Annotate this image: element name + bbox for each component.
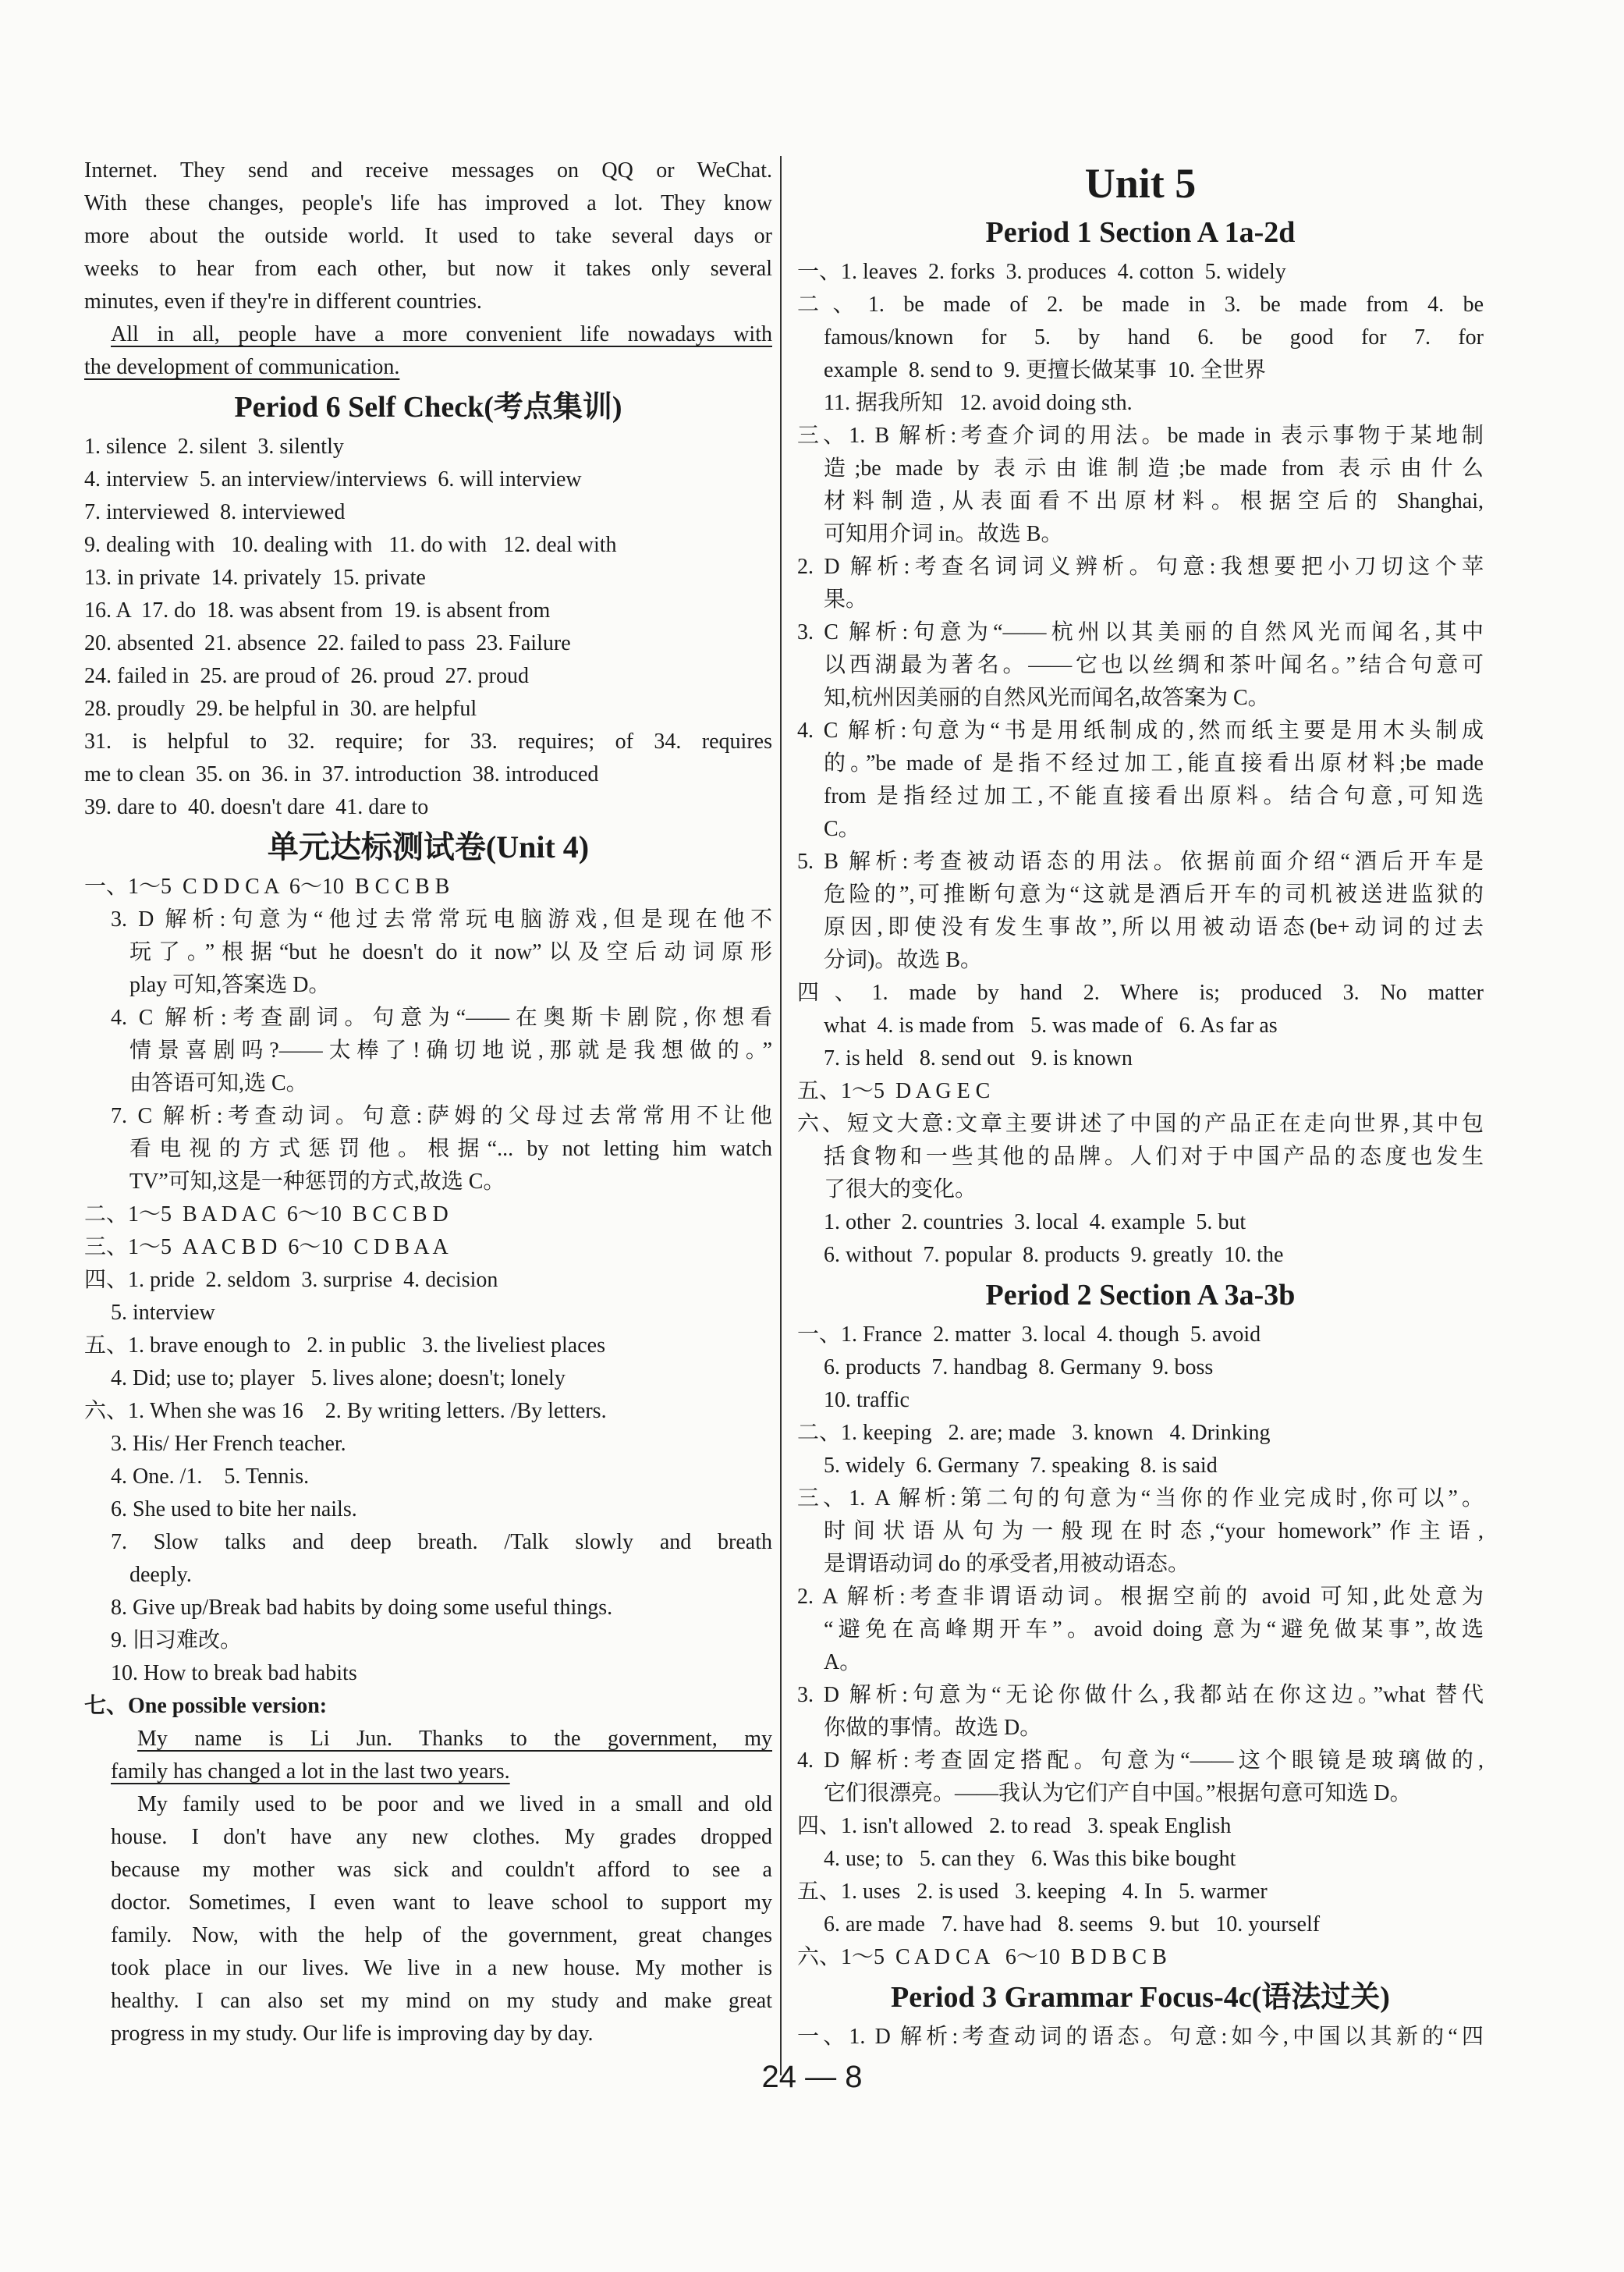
right-column	[797, 154, 1484, 2054]
text-line: 24. failed in 25. are proud of 26. proud 27. proud	[84, 664, 529, 688]
text-line: 1. silence 2. silent 3. silently	[84, 435, 344, 459]
essay-conclusion	[84, 318, 772, 384]
text-line: 3. D 解析:句意为“他过去常常玩电脑游戏,但是现在他不	[111, 907, 772, 932]
text-line: 危险的”,可推断句意为“这就是酒后开车的司机被送进监狱的	[824, 882, 1484, 907]
text-line: 四、1. made by hand 2. Where is; produced 3. No matter	[797, 981, 1484, 1005]
essay-end	[84, 154, 772, 318]
text-line: 了很大的变化。	[824, 1177, 977, 1202]
left-column	[84, 154, 772, 2050]
text-line: deeply.	[129, 1563, 192, 1587]
text-line: what 4. is made from 5. was made of 6. As far as	[824, 1014, 1278, 1038]
text-line: 三、1. B 解析:考查介词的用法。be made in 表示事物于某地制	[797, 424, 1484, 448]
text-line: 3. C 解析:句意为“——杭州以其美丽的自然风光而闻名,其中	[797, 620, 1484, 644]
text-line: 一、1～5 C D D C A 6～10 B C C B B	[84, 875, 450, 899]
text-line: 六、1. When she was 16 2. By writing letters. /By letters.	[84, 1399, 607, 1423]
text-line: from 是指经过加工,不能直接看出原料。结合句意,可知选	[824, 784, 1484, 808]
text-line: 六、短文大意:文章主要讲述了中国的产品正在走向世界,其中包	[797, 1112, 1484, 1136]
text-line: TV”可知,这是一种惩罚的方式,故选 C。	[129, 1170, 505, 1194]
text-line: 三、1～5 A A C B D 6～10 C D B A A	[84, 1235, 449, 1259]
text-line: 看电视的方式惩罚他。根据“... by not letting him watch	[129, 1137, 772, 1161]
text-line: house. I don't have any new clothes. My grades dropped	[111, 1825, 772, 1849]
text-line: 造;be made by 表示由谁制造;be made from 表示由什么	[824, 456, 1484, 481]
text-line: 10. How to break bad habits	[111, 1661, 357, 1685]
text-line: 五、1. uses 2. is used 3. keeping 4. In 5. warmer	[797, 1880, 1268, 1904]
text-line: 1. other 2. countries 3. local 4. example 5. but	[824, 1210, 1246, 1234]
text-line: 五、1. brave enough to 2. in public 3. the liveliest places	[84, 1333, 605, 1358]
text-line: 7. C 解析:考查动词。句意:萨姆的父母过去常常用不让他	[111, 1104, 772, 1128]
text-line: took place in our lives. We live in a new house. My mother is	[111, 1956, 772, 1980]
text-line: 4. interview 5. an interview/interviews 6. will interview	[84, 467, 582, 492]
text-line: family. Now, with the help of the government, great changes	[111, 1923, 772, 1947]
text-line: 6. products 7. handbag 8. Germany 9. boss	[824, 1355, 1214, 1379]
text-line: 二、1. keeping 2. are; made 3. known 4. Drinking	[797, 1421, 1271, 1445]
text-line: 3. His/ Her French teacher.	[111, 1432, 346, 1456]
text-line: 5. widely 6. Germany 7. speaking 8. is said	[824, 1454, 1218, 1478]
text-line: 9. dealing with 10. dealing with 11. do with 12. deal with	[84, 533, 617, 557]
text-line: C。	[824, 817, 860, 841]
model-essay-body	[84, 1788, 772, 2050]
text-line: 三、1. A 解析:第二句的句意为“当你的作业完成时,你可以”。	[797, 1486, 1484, 1511]
text-line: 39. dare to 40. doesn't dare 41. dare to	[84, 795, 429, 819]
text-line: 13. in private 14. privately 15. private	[84, 566, 426, 590]
text-line: weeks to hear from each other, but now it takes only several	[84, 257, 772, 281]
period1-heading: Period 1 Section A 1a-2d	[985, 216, 1296, 249]
text-line: minutes, even if they're in different countries.	[84, 289, 482, 314]
text-line: 6. are made 7. have had 8. seems 9. but 10. yourself	[824, 1912, 1321, 1937]
text-line: example 8. send to 9. 更擅长做某事 10. 全世界	[824, 358, 1266, 382]
text-line: progress in my study. Our life is improving day by day.	[111, 2022, 594, 2046]
period2-heading: Period 2 Section A 3a-3b	[985, 1279, 1296, 1312]
unit5-title: Unit 5	[1084, 160, 1197, 207]
text-line: 4. use; to 5. can they 6. Was this bike bought	[824, 1847, 1236, 1871]
text-line: 果。	[824, 588, 868, 612]
text-line: 8. Give up/Break bad habits by doing some useful things.	[111, 1596, 613, 1620]
text-line: 7. interviewed 8. interviewed	[84, 500, 346, 524]
text-line: 3. D 解析:句意为“无论你做什么,我都站在你这边。”what 替代	[797, 1683, 1484, 1707]
text-line: 五、1～5 D A G E C	[797, 1079, 991, 1103]
text-line: 4. C 解析:考查副词。句意为“——在奥斯卡剧院,你想看	[111, 1006, 772, 1030]
period6-heading: Period 6 Self Check(考点集训)	[234, 391, 622, 424]
text-line: more about the outside world. It used to take several days or	[84, 224, 772, 248]
text-line: 一、1. leaves 2. forks 3. produces 4. cotton 5. widely	[797, 260, 1286, 284]
text-line: 6. She used to bite her nails.	[111, 1497, 357, 1521]
model-essay-opening	[84, 1723, 772, 1788]
text-line: the development of communication.	[84, 355, 400, 379]
text-line: 4. One. /1. 5. Tennis.	[111, 1464, 310, 1489]
text-line: 11. 据我所知 12. avoid doing sth.	[824, 391, 1133, 415]
text-line: 二、1. be made of 2. be made in 3. be made from 4. be	[797, 293, 1484, 317]
text-line: because my mother was sick and couldn't afford to see a	[111, 1858, 772, 1882]
text-line: 它们很漂亮。——我认为它们产自中国。”根据句意可知选 D。	[824, 1781, 1412, 1805]
text-line: 2. A 解析:考查非谓语动词。根据空前的 avoid 可知,此处意为	[797, 1585, 1484, 1609]
section-seven-label: 七、One possible version:	[84, 1694, 328, 1718]
text-line: play 可知,答案选 D。	[129, 973, 331, 997]
text-line: 20. absented 21. absence 22. failed to pass 23. Failure	[84, 631, 571, 655]
text-line: 28. proudly 29. be helpful in 30. are helpful	[84, 697, 477, 721]
text-line: All in all, people have a more convenient life nowadays with	[111, 322, 772, 346]
unit4-test-heading: 单元达标测试卷(Unit 4)	[267, 829, 590, 864]
text-line: 由答语可知,选 C。	[129, 1071, 308, 1095]
text-line: 4. D 解析:考查固定搭配。句意为“——这个眼镜是玻璃做的,	[797, 1748, 1484, 1773]
text-line: 知,杭州因美丽的自然风光而闻名,故答案为 C。	[824, 686, 1270, 710]
text-line: With these changes, people's life has improved a lot. They know	[84, 191, 772, 215]
text-line: 一、1. D 解析:考查动词的语态。句意:如今,中国以其新的“四	[797, 2025, 1484, 2049]
text-line: 2. D 解析:考查名词词义辨析。句意:我想要把小刀切这个苹	[797, 555, 1484, 579]
text-line: 二、1～5 B A D A C 6～10 B C C B D	[84, 1202, 449, 1227]
text-line: 4. C 解析:句意为“书是用纸制成的,然而纸主要是用木头制成	[797, 719, 1484, 743]
text-line: 玩了。”根据“but he doesn't do it now”以及空后动词原形	[129, 940, 772, 964]
text-line: 括食物和一些其他的品牌。人们对于中国产品的态度也发生	[824, 1145, 1484, 1169]
period3-answers	[797, 2021, 1484, 2054]
text-line: 10. traffic	[824, 1388, 910, 1412]
text-line: 以西湖最为著名。——它也以丝绸和茶叶闻名。”结合句意可	[824, 653, 1484, 677]
text-line: 是谓语动词 do 的承受者,用被动语态。	[824, 1552, 1190, 1576]
text-line: Internet. They send and receive messages on QQ or WeChat.	[84, 158, 772, 183]
text-line: 一、1. France 2. matter 3. local 4. though 5. avoid	[797, 1322, 1261, 1347]
text-line: 四、1. isn't allowed 2. to read 3. speak English	[797, 1814, 1232, 1838]
text-line: 六、1～5 C A D C A 6～10 B D B C B	[797, 1945, 1167, 1969]
text-line: 你做的事情。故选 D。	[824, 1716, 1042, 1740]
text-line: 5. B 解析:考查被动语态的用法。依据前面介绍“酒后开车是	[797, 850, 1484, 874]
page-number: 24 — 8	[761, 2060, 863, 2094]
text-line: me to clean 35. on 36. in 37. introduction 38. introduced	[84, 762, 599, 786]
column-divider	[780, 156, 782, 2075]
text-line: 的。”be made of 是指不经过加工,能直接看出原材料;be made	[824, 751, 1484, 776]
text-line: 5. interview	[111, 1301, 215, 1325]
text-line: 7. is held 8. send out 9. is known	[824, 1046, 1133, 1070]
text-line: 时间状语从句为一般现在时态,“your homework”作主语,	[824, 1519, 1484, 1543]
text-line: My family used to be poor and we lived in a small and old	[137, 1792, 772, 1816]
text-line: 16. A 17. do 18. was absent from 19. is absent from	[84, 598, 551, 623]
text-line: family has changed a lot in the last two years.	[111, 1759, 510, 1784]
text-line: 材料制造,从表面看不出原材料。根据空后的 Shanghai,	[824, 489, 1484, 513]
text-line: 分词)。故选 B。	[824, 948, 983, 972]
text-line: 9. 旧习难改。	[111, 1628, 243, 1653]
text-line: 可知用介词 in。故选 B。	[824, 522, 1063, 546]
text-line: 情景喜剧吗?——太棒了!确切地说,那就是我想做的。”	[129, 1038, 772, 1063]
text-line: 四、1. pride 2. seldom 3. surprise 4. decision	[84, 1268, 498, 1292]
text-line: A。	[824, 1650, 862, 1674]
text-line: doctor. Sometimes, I even want to leave school to support my	[111, 1890, 772, 1915]
period1-answers	[797, 256, 1484, 1272]
text-line: 4. Did; use to; player 5. lives alone; doesn't; lonely	[111, 1366, 566, 1390]
period2-answers	[797, 1319, 1484, 1974]
text-line: “避免在高峰期开车”。avoid doing 意为“避免做某事”,故选	[824, 1617, 1484, 1642]
text-line: healthy. I can also set my mind on my study and make great	[111, 1989, 772, 2013]
period6-answers	[84, 431, 772, 824]
text-line: 原因,即使没有发生事故”,所以用被动语态(be+动词的过去	[824, 915, 1484, 939]
text-line: My name is Li Jun. Thanks to the government, my	[137, 1727, 772, 1751]
text-line: famous/known for 5. by hand 6. be good for 7. for	[824, 325, 1484, 350]
text-line: 7. Slow talks and deep breath. /Talk slowly and breath	[111, 1530, 772, 1554]
unit4-test-answers	[84, 871, 772, 1690]
period3-heading: Period 3 Grammar Focus-4c(语法过关)	[891, 1981, 1390, 2014]
text-line: 6. without 7. popular 8. products 9. greatly 10. the	[824, 1243, 1284, 1267]
text-line: 31. is helpful to 32. require; for 33. requires; of 34. requires	[84, 730, 772, 754]
